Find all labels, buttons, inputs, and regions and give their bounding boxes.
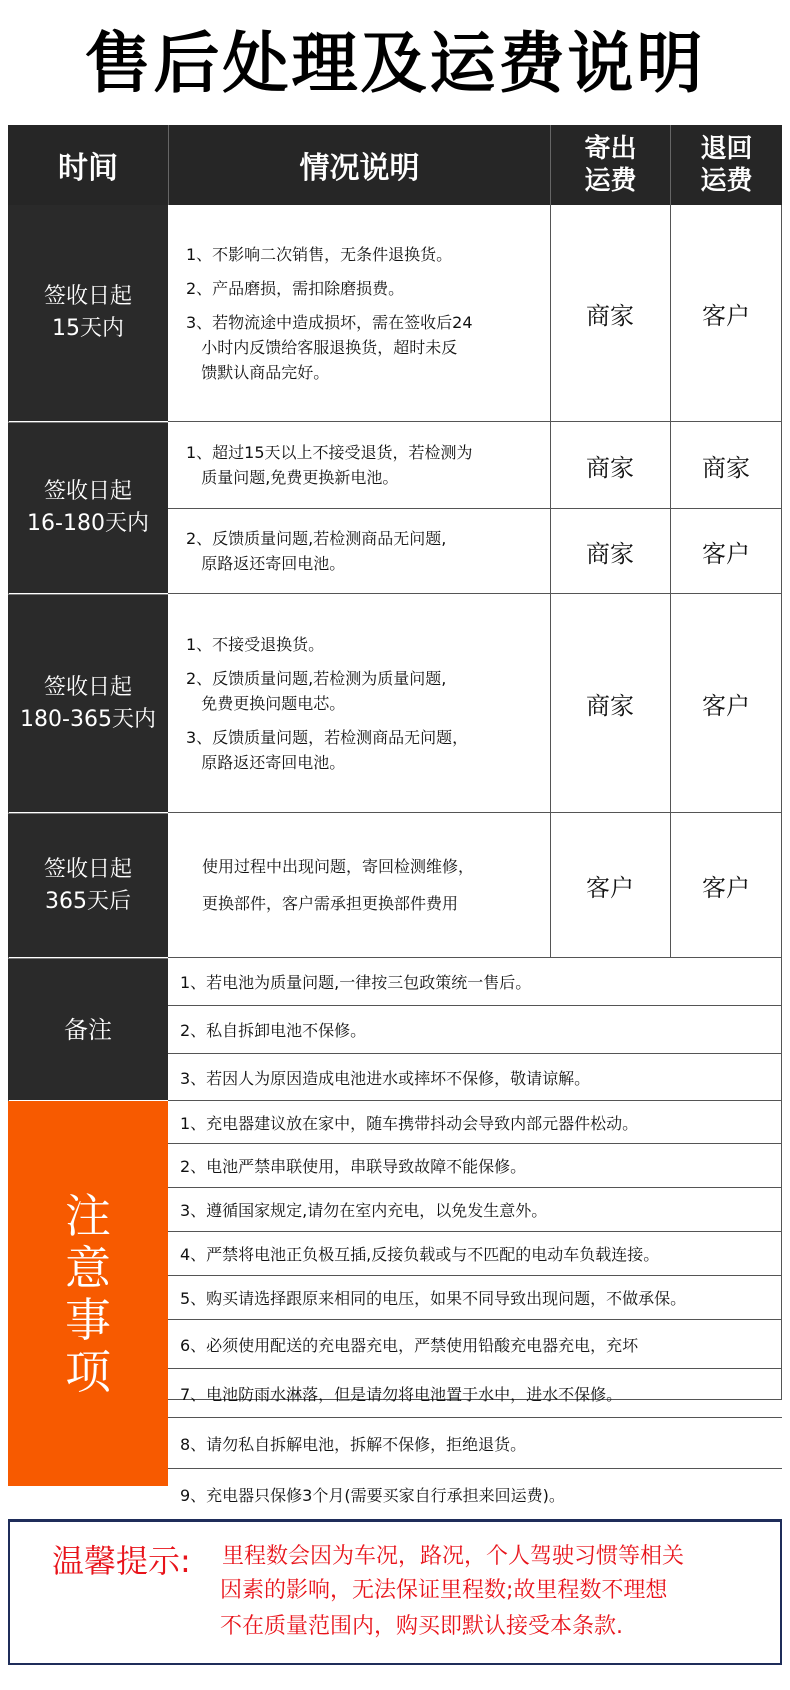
notice-text: 6、必须使用配送的充电器充电，严禁使用铅酸充电器充电，充坏: [180, 1335, 639, 1355]
return-fee-value: 客户: [702, 691, 750, 720]
notices-label: 注 意 事 项: [65, 1188, 111, 1399]
row-time-label: 签收日起 180-365天内: [20, 674, 156, 732]
desc-item: 2、反馈质量问题,若检测商品无问题, 原路返还寄回电池。: [186, 529, 447, 573]
desc-item: 3、反馈质量问题，若检测商品无问题， 原路返还寄回电池。: [186, 727, 469, 772]
notice-item: [168, 1101, 782, 1143]
notice-item: [168, 1418, 782, 1468]
column-divider: [670, 205, 671, 957]
warm-tip-line: 里程数会因为车况，路况，个人驾驶习惯等相关: [222, 1544, 685, 1569]
notice-item: [168, 1188, 782, 1231]
return-fee-value: 商家: [702, 453, 750, 482]
send-fee-value: 商家: [586, 691, 634, 720]
row-desc-15days: [168, 205, 550, 421]
row-time-label: 签收日起 15天内: [43, 284, 132, 341]
row-time-16-180days: [8, 422, 168, 593]
page-title: 售后处理及运费说明: [84, 25, 706, 102]
send-fee-cell: [550, 422, 670, 508]
remark-text: 2、私自拆卸电池不保修。: [180, 1021, 367, 1040]
header-desc: [168, 125, 550, 205]
remarks-label: 备注: [64, 1015, 112, 1044]
notice-text: 1、充电器建议放在家中，随车携带抖动会导致内部元器件松动。: [180, 1113, 639, 1133]
send-fee-value: 商家: [586, 453, 634, 482]
return-fee-value: 客户: [702, 539, 750, 568]
desc-item: 使用过程中出现问题，寄回检测维修，: [202, 857, 475, 876]
warm-tip-label: 温馨提示:: [52, 1542, 191, 1580]
notice-text: 4、严禁将电池正负极互插,反接负载或与不匹配的电动车负载连接。: [180, 1245, 660, 1264]
header-send-fee-label: 寄出 运费: [584, 134, 637, 196]
notice-text: 7、电池防雨水淋落，但是请勿将电池置于水中，进水不保修。: [180, 1384, 623, 1404]
notice-text: 2、电池严禁串联使用，串联导致故障不能保修。: [180, 1157, 527, 1176]
send-fee-value: 客户: [586, 873, 634, 902]
notice-text: 3、遵循国家规定,请勿在室内充电，以免发生意外。: [180, 1201, 548, 1220]
notice-item: [168, 1320, 782, 1368]
desc-item: 1、不接受退换货。: [186, 634, 325, 654]
notice-text: 9、充电器只保修3个月(需要买家自行承担来回运费)。: [180, 1485, 565, 1505]
notice-item: [168, 1369, 782, 1417]
row-desc-16-180-b: [168, 509, 550, 593]
notice-text: 8、请勿私自拆解电池，拆解不保修，拒绝退货。: [180, 1434, 527, 1454]
send-fee-value: 商家: [586, 301, 634, 330]
notices-label-cell: [8, 1101, 168, 1486]
header-time: [8, 125, 168, 205]
remark-text: 3、若因人为原因造成电池进水或摔坏不保修，敬请谅解。: [180, 1068, 591, 1088]
header-send-fee: [550, 125, 670, 205]
row-time-180-365days: [8, 594, 168, 812]
header-desc-label: 情况说明: [299, 151, 420, 186]
remark-item: [168, 1054, 782, 1100]
row-time-15days: [8, 205, 168, 421]
return-fee-cell: [670, 813, 782, 957]
desc-item: 1、不影响二次销售，无条件退换货。: [186, 244, 453, 264]
row-desc-after-365days: [168, 813, 550, 957]
desc-item: 2、产品磨损，需扣除磨损费。: [186, 278, 405, 298]
desc-item: 3、若物流途中造成损坏，需在签收后24 小时内反馈给客服退换货，超时未反 馈默认商品完好。: [186, 312, 473, 382]
return-fee-value: 客户: [702, 301, 750, 330]
return-fee-cell: [670, 205, 782, 421]
notice-item: [168, 1276, 782, 1319]
warm-tip-line: 因素的影响，无法保证里程数;故里程数不理想: [220, 1578, 668, 1603]
return-fee-value: 客户: [702, 873, 750, 902]
return-fee-cell: [670, 509, 782, 593]
notice-text: 5、购买请选择跟原来相同的电压，如果不同导致出现问题，不做承保。: [180, 1289, 687, 1308]
warm-tip-line: 不在质量范围内，购买即默认接受本条款.: [220, 1614, 623, 1639]
row-desc-16-180-a: [168, 422, 550, 508]
send-fee-cell: [550, 205, 670, 421]
row-time-label: 签收日起 365天后: [43, 856, 132, 914]
return-fee-cell: [670, 594, 782, 812]
remark-item: [168, 958, 782, 1005]
column-divider: [550, 205, 551, 957]
remark-text: 1、若电池为质量问题,一律按三包政策统一售后。: [180, 973, 532, 992]
row-time-after-365days: [8, 813, 168, 957]
header-time-label: 时间: [58, 151, 118, 186]
remark-item: [168, 1006, 782, 1053]
send-fee-value: 商家: [586, 539, 634, 568]
header-return-fee: [670, 125, 782, 205]
header-return-fee-label: 退回 运费: [700, 134, 753, 196]
warm-tip-box: [8, 1520, 782, 1665]
return-fee-cell: [670, 422, 782, 508]
send-fee-cell: [550, 594, 670, 812]
notice-item: [168, 1469, 782, 1519]
desc-item: 1、超过15天以上不接受退货，若检测为 质量问题,免费更换新电池。: [186, 443, 473, 487]
desc-item: 2、反馈质量问题,若检测为质量问题, 免费更换问题电芯。: [186, 668, 447, 713]
send-fee-cell: [550, 813, 670, 957]
row-time-label: 签收日起 16-180天内: [27, 479, 149, 536]
send-fee-cell: [550, 509, 670, 593]
row-desc-180-365days: [168, 594, 550, 812]
desc-item: 更换部件，客户需承担更换部件费用: [202, 894, 459, 913]
remarks-label-cell: [8, 958, 168, 1100]
notice-item: [168, 1232, 782, 1275]
notice-item: [168, 1144, 782, 1187]
